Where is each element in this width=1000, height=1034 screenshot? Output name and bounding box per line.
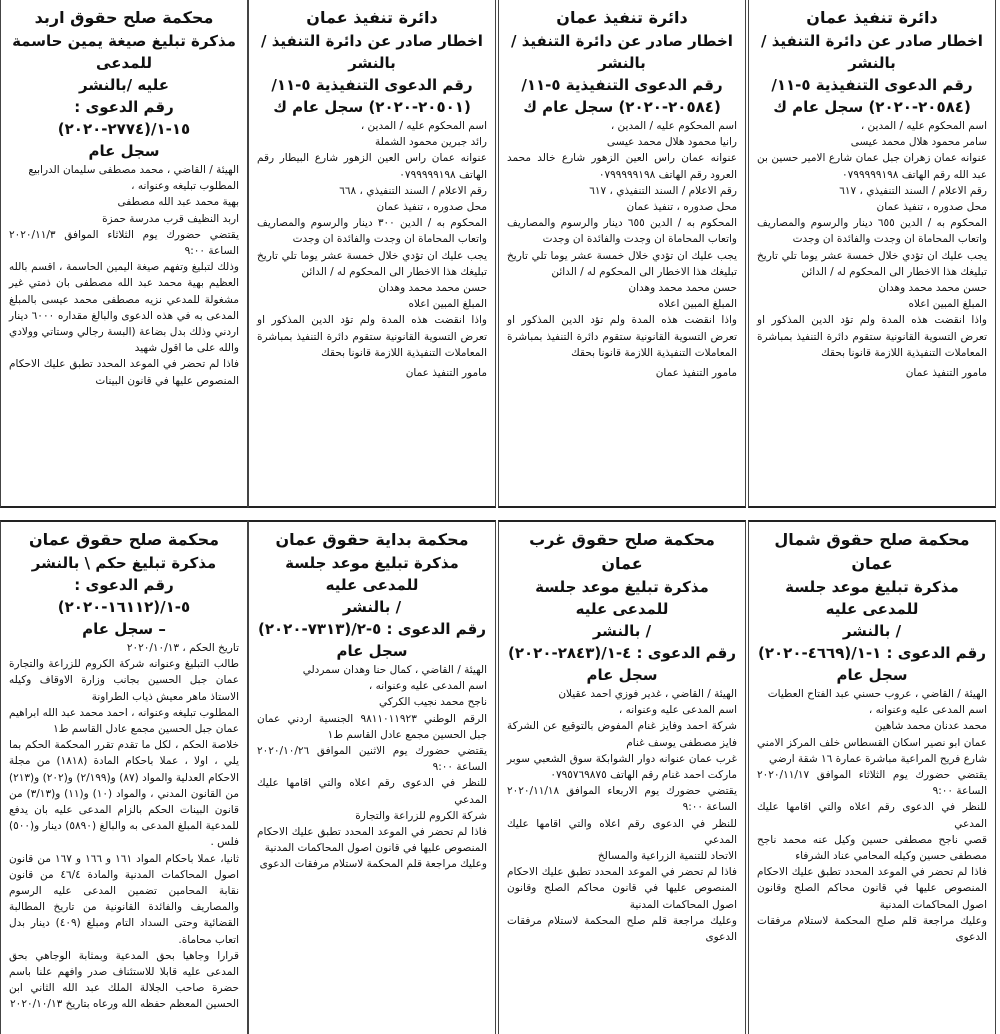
notice-paragraph: تاريخ الحكم ، ٢٠٢٠/١٠/١٣	[126, 642, 239, 654]
notice-signature: مامور التنفيذ عمان	[405, 367, 487, 380]
notice-paragraph: المحكوم به / الدين ٣٠٠ دينار والرسوم والمصاريف واتعاب المحاماة ان وجدت والفائدة ان وجدت	[257, 217, 487, 246]
notice-title: دائرة تنفيذ عمان	[306, 8, 438, 27]
notice-heading-line: (٢٠٥٨٤-٢٠٢٠) سجل عام ك	[523, 98, 721, 116]
notice-paragraph: غرب عمان عنوانه دوار الشوابكة سوق الشعبي سوبر ماركت احمد غنام رقم الهاتف ٠٧٩٥٧٦٩٨٧٥	[507, 752, 737, 782]
notice-heading-line: رقم الدعوى : ٥-١/(١٦١١٢-٢٠٢٠)	[57, 576, 191, 616]
notice-paragraph: طالب التبليغ وعنوانه شركة الكروم للزراعة والتجارة عمان جبل الحسين بجانب وزارة الاوقاف وكيله الاستاذ ماهر معيش ذياب الطراونة	[9, 658, 239, 703]
notice-column	[0, 520, 248, 1034]
notice-paragraph: شركة احمد وفايز غنام المفوض بالتوقيع عن الشركة فايز مصطفى يوسف غنام	[507, 720, 737, 749]
notice-heading-line: رقم الدعوى التنفيذية ٥-١١/	[771, 76, 973, 94]
notice-paragraph: اسم المدعى عليه وعنوانه ،	[618, 704, 737, 717]
notice-heading-line: سجل عام	[336, 642, 408, 660]
notice-paragraph: حسن محمد محمد وهدان	[628, 282, 737, 295]
notice-paragraph: قرارا وجاهيا بحق المدعية وبمثابة الوجاهي بحق المدعى عليه قابلا للاستئناف صدر وافهم علنا باسم حضرة صاحب الجلالة الملك عبد الله الثاني ابن الحسين المعظم حفظه الله ورعاه بتاريخ ٢٠٢٠/١٠/١٣	[9, 949, 239, 1011]
notice-paragraph: ثانيا، عملا باحكام المواد ١٦١ و ١٦٦ و ١٦٧ من قانون اصول المحاكمات المدنية والمادة ٤٦/٤ من قانون نقابة المحامين تضمين المدعى عليه الرسوم والمصاريف والفائدة القانونية من تاريخ المطالبة القضائية وحتى السداد التام ومبلغ (٤٠٩) دينار بدل اتعاب محاماة.	[9, 852, 239, 946]
notice-paragraph: محل صدوره ، تنفيذ عمان	[876, 201, 987, 214]
notice-heading-line: اخطار صادر عن دائرة التنفيذ / بالنشر	[511, 32, 733, 72]
notice-paragraph: المبلغ المبين اعلاه	[408, 298, 487, 311]
notice-column	[248, 520, 496, 1034]
notice-heading-line: سجل عام	[586, 666, 658, 684]
notice-paragraph: للنظر في الدعوى رقم اعلاه والتي اقامها عليك المدعي	[507, 817, 737, 846]
notice-title: محكمة صلح حقوق شمال عمان	[774, 530, 970, 573]
notice-heading-line: رقم الدعوى التنفيذية ٥-١١/	[271, 76, 473, 94]
notice-paragraph: المطلوب تبليغه وعنوانه ،	[131, 180, 239, 193]
notice-heading-line: مذكرة تبليغ موعد جلسة للمدعى عليه	[285, 554, 459, 594]
notice-paragraph: الرقم الوطني ٩٨١١٠١١٩٢٣ الجنسية اردني عمان جبل الحسين مجمع عادل القاسم ط١	[257, 712, 487, 741]
notice-paragraph: وعليك مراجعة قلم صلح المحكمة لاستلام مرفقات الدعوى	[757, 914, 987, 944]
notice-title: محكمة بداية حقوق عمان	[275, 530, 469, 549]
notice-heading-line: رقم الدعوى : ١-١/(٤٦٦٩-٢٠٢٠)	[758, 644, 986, 662]
notice-paragraph: فاذا لم تحضر في الموعد المحدد تطبق عليك الاحكام المنصوص عليها في قانون محاكم الصلح وقانون اصول المحاكمات المدنية	[757, 866, 987, 911]
notice-paragraph: واذا انقضت هذه المدة ولم تؤد الدين المذكور او تعرض التسوية القانونية ستقوم دائرة التنفيذ بمباشرة المعاملات التنفيذية اللازمة قانونا بحقك	[257, 314, 487, 359]
notice-heading-line: اخطار صادر عن دائرة التنفيذ / بالنشر	[761, 32, 983, 72]
notice-heading-line: مذكرة تبليغ موعد جلسة للمدعى عليه	[535, 578, 709, 618]
notice-heading-line: اخطار صادر عن دائرة التنفيذ / بالنشر	[261, 32, 483, 72]
notice-heading-line: / بالنشر	[842, 622, 902, 640]
notice-paragraph: اسم المحكوم عليه / المدين ،	[610, 120, 737, 132]
notice-heading-line: مذكرة تبليغ موعد جلسة للمدعى عليه	[785, 578, 959, 618]
notice-column	[748, 520, 996, 1034]
notice-paragraph: المبلغ المبين اعلاه	[908, 298, 987, 311]
notice-paragraph: يقتضي حضورك يوم الثلاثاء الموافق ٢٠٢٠/١١/٣ الساعة ٩:٠٠	[9, 228, 239, 258]
notice-paragraph: يجب عليك ان تؤدي خلال خمسة عشر يوما تلي تاريخ تبليغك هذا الاخطار الى المحكوم له / الدائن	[257, 249, 487, 278]
notice-paragraph: للنظر في الدعوى رقم اعلاه والتي اقامها عليك المدعي	[257, 777, 487, 806]
notice-title: دائرة تنفيذ عمان	[556, 8, 688, 27]
notice-paragraph: للنظر في الدعوى رقم اعلاه والتي اقامها عليك المدعي	[757, 801, 987, 830]
notice-paragraph: سامر محمود هلال محمد عيسى	[850, 136, 987, 149]
notice-paragraph: يجب عليك ان تؤدي خلال خمسة عشر يوما تلي تاريخ تبليغك هذا الاخطار الى المحكوم له / الدائن	[507, 249, 737, 278]
notice-paragraph: بهية محمد عبد الله مصطفى	[117, 196, 239, 209]
notice-paragraph: يقتضي حضورك يوم الاربعاء الموافق ٢٠٢٠/١١/١٨ الساعة ٩:٠٠	[507, 785, 737, 814]
notices-row-bottom	[0, 520, 1000, 1034]
notice-signature: مامور التنفيذ عمان	[655, 367, 737, 380]
notice-paragraph: حسن محمد محمد وهدان	[378, 282, 487, 295]
notice-paragraph: رائد جبرين محمود الشملة	[374, 136, 487, 149]
notice-paragraph: يقتضي حضورك يوم الاثنين الموافق ٢٠٢٠/١٠/٢٦ الساعة ٩:٠٠	[257, 745, 487, 774]
notice-paragraph: محل صدوره ، تنفيذ عمان	[626, 201, 737, 214]
notice-paragraph: وعليك مراجعة قلم المحكمة لاستلام مرفقات الدعوى	[259, 858, 487, 871]
notice-paragraph: واذا انقضت هذه المدة ولم تؤد الدين المذكور او تعرض التسوية القانونية ستقوم دائرة التنفيذ بمباشرة المعاملات التنفيذية اللازمة قانونا بحقك	[507, 314, 737, 359]
notice-heading-line: / بالنشر	[592, 622, 652, 640]
notice-heading-line: مذكرة تبليغ حكم \ بالنشر	[31, 554, 217, 572]
notice-paragraph: المطلوب تبليغه وعنوانه ، احمد محمد عبد الله ابراهيم عمان جبل الحسين مجمع عادل القاسم ط١	[9, 706, 239, 736]
notice-heading-line: سجل عام	[836, 666, 908, 684]
notice-paragraph: عنوانه عمان راس العين الزهور شارع خالد محمد العرود رقم الهاتف ٠٧٩٩٩٩٩١٩٨	[507, 152, 737, 181]
notice-paragraph: محمد عدنان محمد شاهين	[874, 720, 987, 733]
notice-column	[748, 0, 996, 508]
notice-paragraph: الهيئة / القاضي ، غدير فوزي احمد عقيلان	[558, 688, 737, 700]
notice-paragraph: واذا انقضت هذه المدة ولم تؤد الدين المذكور او تعرض التسوية القانونية ستقوم دائرة التنفيذ بمباشرة المعاملات التنفيذية اللازمة قانونا بحقك	[757, 314, 987, 359]
notice-column	[498, 520, 746, 1034]
notice-paragraph: عنوانه عمان راس العين الزهور شارع البيطار رقم الهاتف ٠٧٩٩٩٩٩١٩٨	[257, 152, 487, 181]
notice-paragraph: عمان ابو نصير اسكان القسطاس خلف المركز الامني شارع فريح المراعية مباشرة عمارة ١٦ شقة ارضي	[757, 736, 987, 765]
notice-paragraph: المحكوم به / الدين ٦٥٥ دينار والرسوم والمصاريف واتعاب المحاماة ان وجدت والفائدة ان وجدت	[757, 217, 987, 246]
notice-heading-line: سجل عام	[88, 142, 160, 160]
notice-paragraph: المبلغ المبين اعلاه	[658, 298, 737, 311]
notice-paragraph: فاذا لم تحضر في الموعد المحدد تطبق عليك الاحكام المنصوص عليها في قانون محاكم الصلح وقانون اصول المحاكمات المدنية	[507, 866, 737, 911]
notice-heading-line: / بالنشر	[342, 598, 402, 616]
notice-paragraph: اسم المدعى عليه وعنوانه ،	[868, 704, 987, 717]
notice-paragraph: ناجح محمد نجيب الكركي	[378, 696, 487, 709]
notice-signature: مامور التنفيذ عمان	[905, 367, 987, 380]
notice-title: محكمة صلح حقوق عمان	[28, 530, 220, 549]
notice-column	[248, 0, 496, 508]
notice-paragraph: رقم الاعلام / السند التنفيذي ، ٦١٧	[839, 184, 987, 197]
notice-column	[0, 0, 248, 508]
notice-paragraph: خلاصة الحكم ، لكل ما تقدم تقرر المحكمة الحكم بما يلي ، اولا ، عملا باحكام المادة (١٨١٨) من مجلة الاحكام العدلية والمواد (٨٧) و(٢/١٩٩) و(٢٠٢) و(٢١٣) من القانون المدني ، والمواد (١٠) و(١١) و(٣/١٣) من قانون البينات الحكم بالزام المدعى عليه بان يدفع للمدعية المبلغ المدعى به والبالغ (٥٨٩٠) دينار و(٥٠٠) فلس .	[9, 739, 239, 849]
notice-paragraph: الهيئة / القاضي ، محمد مصطفى سليمان الدرابيع	[28, 164, 239, 176]
notices-row-top	[0, 0, 1000, 508]
notice-paragraph: المحكوم به / الدين ٦٥٥ دينار والرسوم والمصاريف واتعاب المحاماة ان وجدت والفائدة ان وجدت	[507, 217, 737, 246]
notice-paragraph: فاذا لم تحضر في الموعد المحدد تطبق عليك الاحكام المنصوص عليها في قانون البينات	[9, 358, 239, 387]
notice-paragraph: رانيا محمود هلال محمد عيسى	[606, 136, 737, 149]
notice-title: محكمة صلح حقوق اربد	[34, 8, 214, 27]
notice-heading-line: مذكرة تبليغ صيغة يمين حاسمة للمدعى	[12, 32, 236, 72]
notice-paragraph: قصي ناجح مصطفى حسين وكيل عنه محمد ناجح مصطفى حسين وكيله المحامي عناد الشرفاء	[757, 833, 987, 863]
notice-heading-line: رقم الدعوى : ١٥-١/(٢٧٧٤-٢٠٢٠)	[57, 98, 191, 138]
notice-paragraph: يقتضي حضورك يوم الثلاثاء الموافق ٢٠٢٠/١١/١٧ الساعة ٩:٠٠	[757, 769, 987, 798]
notice-title: دائرة تنفيذ عمان	[806, 8, 938, 27]
notice-paragraph: فاذا لم تحضر في الموعد المحدد تطبق عليك الاحكام المنصوص عليها في قانون اصول المحاكمات المدنية	[257, 826, 487, 855]
notice-heading-line: (٢٠٥٠١-٢٠٢٠) سجل عام ك	[273, 98, 471, 116]
notice-paragraph: رقم الاعلام / السند التنفيذي ، ٦٦٨	[339, 184, 487, 197]
notice-heading-line: – سجل عام	[82, 620, 166, 638]
notice-paragraph: وعليك مراجعة قلم صلح المحكمة لاستلام مرفقات الدعوى	[507, 914, 737, 944]
notice-paragraph: يجب عليك ان تؤدي خلال خمسة عشر يوما تلي تاريخ تبليغك هذا الاخطار الى المحكوم له / الدائن	[757, 249, 987, 278]
notice-paragraph: اسم المدعى عليه وعنوانه ،	[368, 680, 487, 693]
notice-paragraph: الهيئة / القاضي ، عروب حسني عبد الفتاح العطيات	[767, 688, 987, 700]
notice-paragraph: رقم الاعلام / السند التنفيذي ، ٦١٧	[589, 184, 737, 197]
notice-heading-line: رقم الدعوى التنفيذية ٥-١١/	[521, 76, 723, 94]
notice-paragraph: شركة الكروم للزراعة والتجارة	[355, 809, 487, 822]
notice-paragraph: وذلك لتبليغ وتفهم صيغة اليمين الحاسمة ، اقسم بالله العظيم بهية محمد عبد الله مصطفى بان ذمتي غير مشغولة للمدعي نزيه مصطفى محمد عيسى بالمبلغ المدعى به في هذه الدعوى والبالغ مقداره ٦٠٠٠ دينار اردني وذلك بدل بضاعة (البسة رجالي وستاتي وولادي والله على ما اقول شهيد	[9, 261, 240, 355]
notice-heading-line: عليه /بالنشر	[79, 76, 169, 94]
notice-paragraph: محل صدوره ، تنفيذ عمان	[376, 201, 487, 214]
notice-heading-line: رقم الدعوى : ٤-١/(٢٨٤٣-٢٠٢٠)	[508, 644, 736, 662]
notice-paragraph: الاتحاد للتنمية الزراعية والمسالخ	[597, 850, 737, 863]
notice-column	[498, 0, 746, 508]
notice-paragraph: اسم المحكوم عليه / المدين ،	[360, 120, 487, 132]
notice-paragraph: الهيئة / القاضي ، كمال حنا وهدان سمردلي	[302, 664, 487, 676]
notice-heading-line: (٢٠٥٨٤-٢٠٢٠) سجل عام ك	[773, 98, 971, 116]
notice-paragraph: اربد النظيف قرب مدرسة حمزة	[102, 212, 239, 225]
notice-title: محكمة صلح حقوق غرب عمان	[529, 530, 715, 573]
notice-heading-line: رقم الدعوى : ٥-٢/(٧٣١٣-٢٠٢٠)	[258, 620, 486, 638]
notice-paragraph: حسن محمد محمد وهدان	[878, 282, 987, 295]
notice-paragraph: اسم المحكوم عليه / المدين ،	[860, 120, 987, 132]
notice-paragraph: عنوانه عمان زهران جبل عمان شارع الامير حسين بن عبد الله رقم الهاتف ٠٧٩٩٩٩٩١٩٨	[757, 152, 987, 181]
